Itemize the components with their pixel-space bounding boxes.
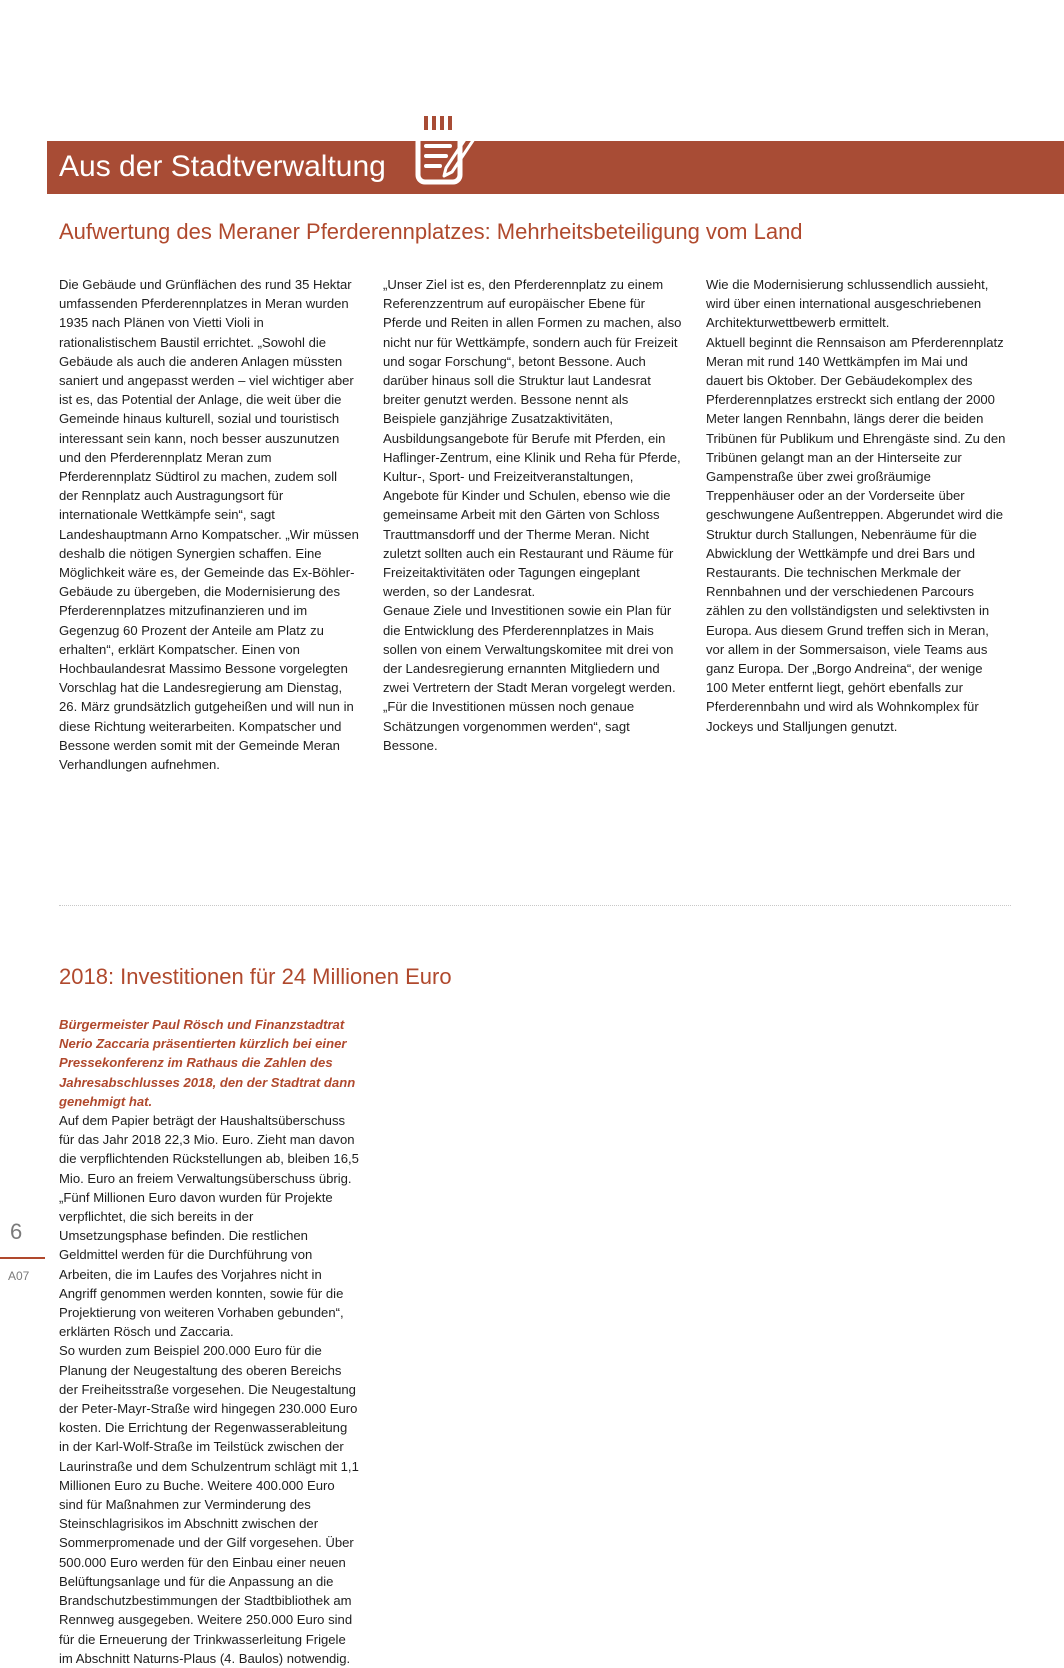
- section-divider: [59, 905, 1011, 906]
- page-rule: [0, 1257, 45, 1259]
- notepad-pencil-icon: [410, 110, 480, 190]
- article-lead: Bürgermeister Paul Rösch und Finanzstadtrat Nerio Zaccaria präsentierten kürzlich bei einer Pressekonferenz im Rathaus die Zahlen des Jahresabschlusses 2018, den der Stadtrat dann genehmigt hat.: [59, 1017, 356, 1109]
- section-label: Aus der Stadtverwaltung: [59, 150, 386, 183]
- article-title: Aufwertung des Meraner Pferderennplatzes: Mehrheitsbeteiligung vom Land: [59, 219, 803, 244]
- page-number: 6: [10, 1219, 23, 1244]
- article-column-3: [706, 275, 1006, 736]
- paragraph: Aktuell beginnt die Rennsaison am Pferderennplatz Meran mit rund 140 Wettkämpfen im Mai und dauert bis Oktober. Der Gebäudekomplex des Pferderennplatzes erstreckt sich entlang der 2000 Meter langen Rennbahn, längs derer die beiden Tribünen für Publikum und Ehrengäste sind. Zu den Tribünen gelangt man an der Hinterseite zur Gampenstraße über zwei großräumige Treppenhäuser oder an der Vorderseite über geschwungene Außentreppen. Abgerundet wird die Struktur durch Stallungen, Nebenräume für die Abwicklung der Wettkämpfe und drei Bars und Restaurants. Die technischen Merkmale der Rennbahnen und der verschiedenen Parcours zählen zu den vollständigsten und selektivsten in Europa. Aus diesem Grund treffen sich in Meran, vor allem in der Sommersaison, viele Teams aus ganz Europa. Der „Borgo Andreina“, der wenige 100 Meter entfernt liegt, gehört ebenfalls zur Pferderennbahn und wird als Wohnkomplex für Jockeys und Stalljungen genutzt.: [706, 334, 1006, 734]
- paragraph: „Unser Ziel ist es, den Pferderennplatz zu einem Referenzzentrum auf europäischer Ebene für Pferde und Reiten in allen Formen zu machen, also nicht nur für Wettkämpfe, sondern auch für Freizeit und sogar Forschung“, betont Bessone. Auch darüber hinaus soll die Struktur laut Landesrat breiter genutzt werden. Bessone nennt als Beispiele ganzjährige Zusatzaktivitäten, Ausbildungsangebote für Berufe mit Pferden, ein Haflinger-Zentrum, eine Klinik und Reha für Pferde, Kultur-, Sport- und Freizeitveranstaltungen, Angebote für Kinder und Schulen, ebenso wie die gemeinsame Arbeit mit den Gärten von Schloss Trauttmansdorff und der Therme Meran. Nicht zuletzt sollten auch ein Restaurant und Räume für Freizeitaktivitäten oder Tagungen eingeplant werden, so der Landesrat.: [383, 277, 682, 600]
- article-title: 2018: Investitionen für 24 Millionen Euro: [59, 964, 452, 989]
- paragraph: Die Gebäude und Grünflächen des rund 35 Hektar umfassenden Pferderennplatzes in Meran wurden 1935 nach Plänen von Vietti Violi in rationalistischem Baustil errichtet. „Sowohl die Gebäude als auch die anderen Anlagen müssten saniert und angepasst werden – viel wichtiger aber ist es, das Potential der Anlage, die weit über die Gemeinde hinaus kulturell, sozial und touristisch interessant sein kann, noch besser auszunutzen und den Pferderennplatz Meran zum Pferderennplatz Südtirol zu machen, zudem soll der Rennplatz auch Austragungsort für internationale Wettkämpfe sein“, sagt Landeshauptmann Arno Kompatscher. „Wir müssen deshalb die nötigen Synergien schaffen. Eine Möglichkeit wäre es, der Gemeinde das Ex-Böhler-Gebäude zu übergeben, die Modernisierung des Pferderennplatzes mitzufinanzieren und im Gegenzug 60 Prozent der Anteile am Platz zu erhalten“, erklärt Kompatscher. Einen von Hochbaulandesrat Massimo Bessone vorgelegten Vorschlag hat die Landesregierung am Dienstag, 26. März grundsätzlich gutgeheißen und will nun in diese Richtung weiterarbeiten. Kompatscher und Bessone werden somit mit der Gemeinde Meran Verhandlungen aufnehmen.: [59, 277, 359, 773]
- paragraph: Genaue Ziele und Investitionen sowie ein Plan für die Entwicklung des Pferderennplatzes in Mais sollen von einem Verwaltungskomitee mit drei von der Landesregierung ernannten Mitgliedern und zwei Vertretern der Stadt Meran vorgelegt werden. „Für die Investitionen müssen noch genaue Schätzungen vorgenommen werden“, sagt Bessone.: [383, 603, 676, 753]
- paragraph: So wurden zum Beispiel 200.000 Euro für die Planung der Neugestaltung des oberen Bereichs der Freiheitsstraße vorgesehen. Die Neugestaltung der Peter-Mayr-Straße wird hingegen 230.000 Euro kosten. Die Errichtung der Regenwasserableitung in der Karl-Wolf-Straße im Teilstück zwischen der Laurinstraße und dem Schulzentrum schlägt mit 1,1 Millionen Euro zu Buche. Weitere 400.000 Euro sind für Maßnahmen zur Verminderung des Steinschlagrisikos im Abschnitt zwischen der Sommerpromenade und der Gilf vorgesehen. Über 500.000 Euro werden für den Einbau einer neuen Belüftungsanlage und für die Anpassung an die Brandschutzbestimmungen der Stadtbibliothek am Rennweg ausgegeben. Weitere 250.000 Euro sind für die Erneuerung der Trinkwasserleitung Frigele im Abschnitt Naturns-Plaus (4. Baulos) notwendig.: [59, 1343, 359, 1666]
- article-column-2: [383, 275, 683, 755]
- paragraph: Auf dem Papier beträgt der Haushaltsüberschuss für das Jahr 2018 22,3 Mio. Euro. Zieht man davon die verpflichtenden Rückstellungen ab, bleiben 16,5 Mio. Euro an freiem Verwaltungsüberschuss übrig. „Fünf Millionen Euro davon wurden für Projekte verpflichtet, die sich bereits in der Umsetzungsphase befinden. Die restlichen Geldmittel werden für die Durchführung von Arbeiten, die im Laufes des Vorjahres nicht in Angriff genommen werden konnten, sowie für die Projektierung von weiteren Vorhaben gebunden“, erklärten Rösch und Zaccaria.: [59, 1113, 359, 1340]
- article-column-1: [59, 275, 359, 774]
- paragraph: Wie die Modernisierung schlussendlich aussieht, wird über einen international ausgeschriebenen Architekturwettbewerb ermittelt.: [706, 277, 989, 331]
- section-banner: [47, 141, 1064, 194]
- article-column-1: [59, 1015, 359, 1668]
- page-code: A07: [8, 1269, 30, 1283]
